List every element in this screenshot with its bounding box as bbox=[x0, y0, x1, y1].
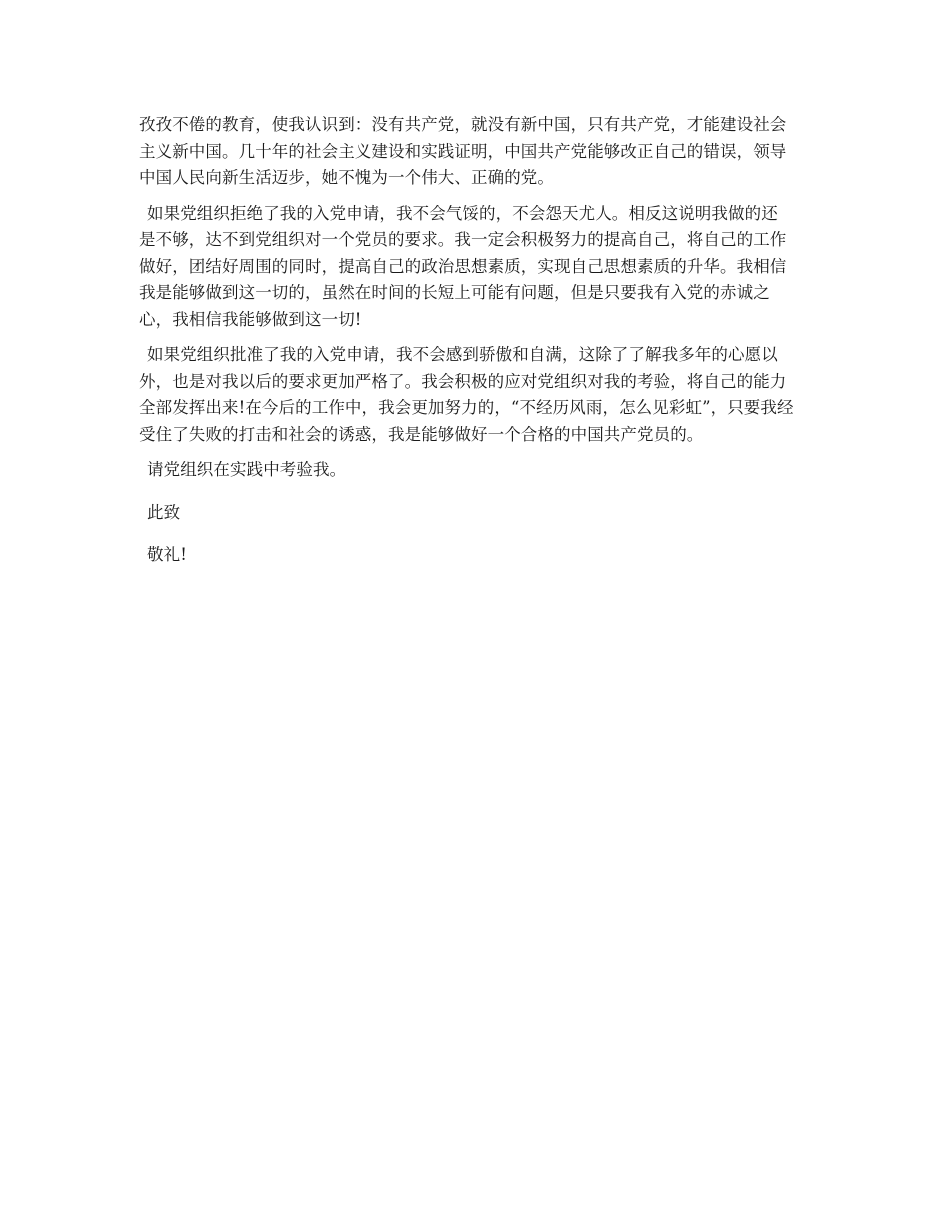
paragraph-if-rejected: 如果党组织拒绝了我的入党申请，我不会气馁的，不会怨天尤人。相反这说明我做的还 是不够，达不到党组织对一个党员的要求。我一定会积极努力的提高自己，将自己的工作 做好，团结好周围的同时，提高自己的政治思想素质，实现自己思想素质的升华。我相信 我是能够做到这一切的，虽然在时间的长短上可能有问题，但是只要我有入党的赤诚之 心，我相信我能够做到这一切! bbox=[139, 203, 787, 329]
salutation-cizhi: 此致 bbox=[147, 502, 181, 522]
paragraph-if-approved: 如果党组织批准了我的入党申请，我不会感到骄傲和自满，这除了了解我多年的心愿以 外，也是对我以后的要求更加严格了。我会积极的应对党组织对我的考验，将自己的能力 全部发挥出来!在今后的工作中，我会更加努力的，“不经历风雨，怎么见彩虹”，只要我经 受住了失败的打击和社会的诱惑，我是能够做好一个合格的中国共产党员的。 bbox=[139, 345, 794, 444]
closing-request: 请党组织在实践中考验我。 bbox=[147, 460, 347, 479]
document-body bbox=[139, 112, 815, 585]
salutation-jingli: 敬礼! bbox=[147, 545, 187, 564]
paragraph-education: 孜孜不倦的教育，使我认识到：没有共产党，就没有新中国，只有共产党，才能建设社会 主义新中国。几十年的社会主义建设和实践证明，中国共产党能够改正自己的错误，领导 中国人民向新生活迈步，她不愧为一个伟大、正确的党。 bbox=[139, 115, 787, 187]
